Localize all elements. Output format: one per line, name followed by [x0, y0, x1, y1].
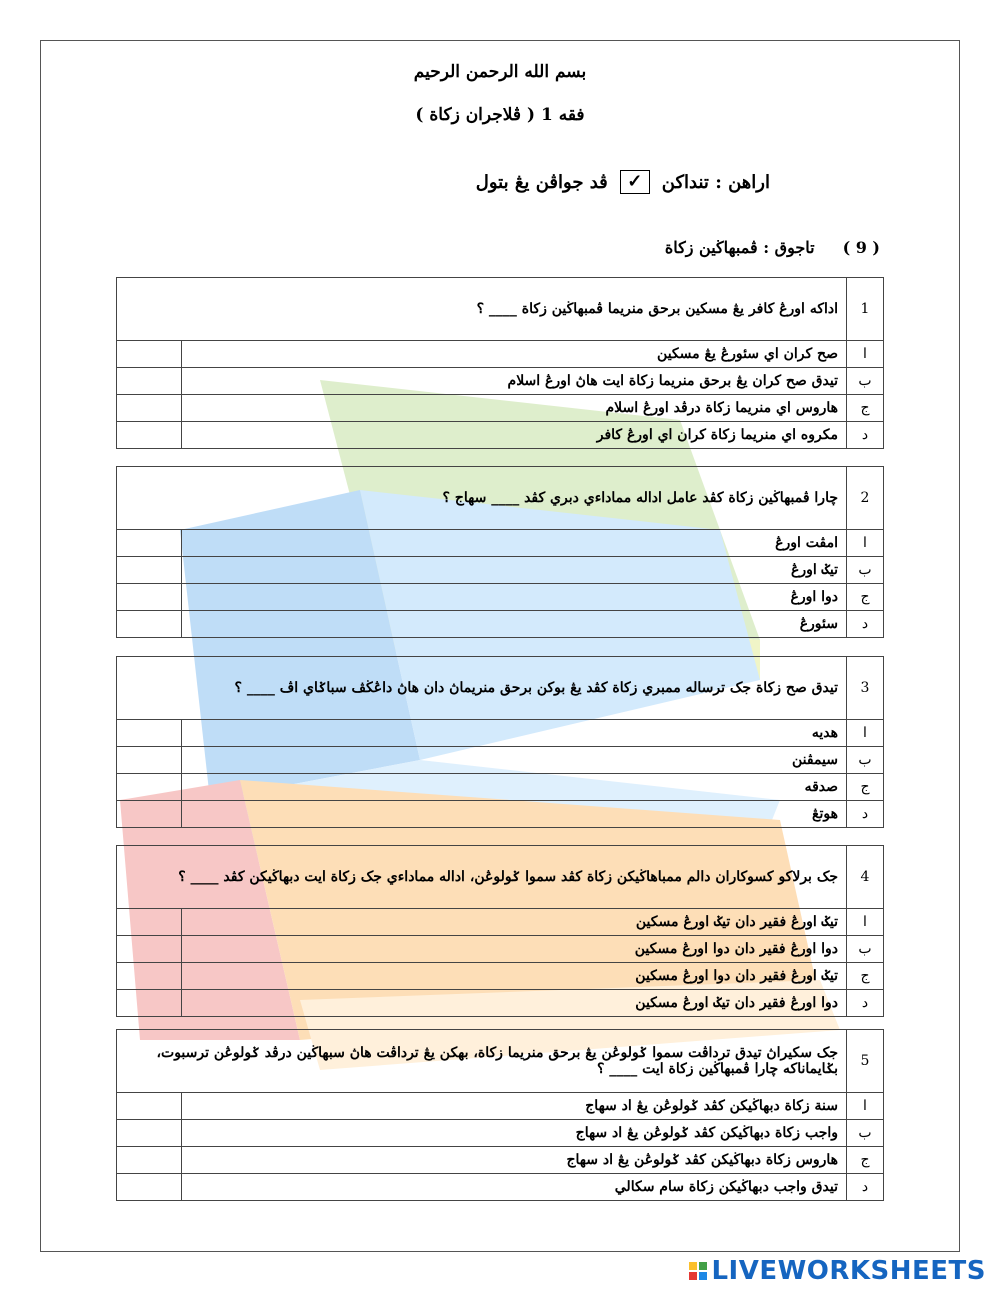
- option-text: واجب زكاة دبهاڬيكن كڤد ݢولوڠن يڠ اد سهاج: [182, 1120, 847, 1147]
- option-letter: ب: [847, 368, 884, 395]
- option-letter: ا: [847, 720, 884, 747]
- answer-cell[interactable]: [117, 341, 182, 368]
- option-text: دوا اورڠ: [182, 584, 847, 611]
- option-letter: ا: [847, 530, 884, 557]
- option-text: امڤت اورڠ: [182, 530, 847, 557]
- check-mark-icon: ✓: [620, 170, 650, 194]
- option-row[interactable]: [117, 936, 884, 963]
- question-number: 3: [847, 657, 884, 720]
- answer-cell[interactable]: [117, 530, 182, 557]
- answer-cell[interactable]: [117, 1093, 182, 1120]
- answer-cell[interactable]: [117, 1120, 182, 1147]
- answer-cell[interactable]: [117, 774, 182, 801]
- section-marks: ( 9 ): [842, 238, 880, 257]
- option-row[interactable]: [117, 963, 884, 990]
- option-letter: ب: [847, 557, 884, 584]
- option-text: هاروس زكاة دبهاڬيكن كڤد ݢولوڠن يڠ اد سهاج: [182, 1147, 847, 1174]
- option-letter: ج: [847, 774, 884, 801]
- answer-cell[interactable]: [117, 909, 182, 936]
- question-table-3: [116, 656, 884, 828]
- option-letter: ا: [847, 341, 884, 368]
- answer-cell[interactable]: [117, 963, 182, 990]
- option-text: سئورڠ: [182, 611, 847, 638]
- option-letter: ج: [847, 963, 884, 990]
- option-text: مكروه اي منريما زكاة كران اي اورڠ كافر: [182, 422, 847, 449]
- answer-cell[interactable]: [117, 368, 182, 395]
- question-table-2: [116, 466, 884, 638]
- logo-text: LIVEWORKSHEETS: [711, 1256, 986, 1286]
- option-row[interactable]: [117, 368, 884, 395]
- option-text: صدقه: [182, 774, 847, 801]
- liveworksheets-logo: [689, 1256, 986, 1286]
- answer-cell[interactable]: [117, 1174, 182, 1201]
- option-letter: ب: [847, 747, 884, 774]
- option-text: تيݢ اورڠ فقير دان تيݢ اورڠ مسكين: [182, 909, 847, 936]
- option-row[interactable]: [117, 990, 884, 1017]
- option-text: هاروس اي منريما زكاة درڤد اورڠ اسلام: [182, 395, 847, 422]
- option-row[interactable]: [117, 530, 884, 557]
- option-row[interactable]: [117, 611, 884, 638]
- question-number: 2: [847, 467, 884, 530]
- option-row[interactable]: [117, 1147, 884, 1174]
- option-letter: د: [847, 611, 884, 638]
- page-title: بسم الله الرحمن الرحيم: [413, 62, 587, 82]
- logo-blocks-icon: [689, 1262, 707, 1280]
- option-letter: ب: [847, 1120, 884, 1147]
- option-text: صح كران اي سئورڠ يڠ مسكين: [182, 341, 847, 368]
- option-text: دوا اورڠ فقير دان دوا اورڠ مسكين: [182, 936, 847, 963]
- answer-cell[interactable]: [117, 611, 182, 638]
- option-letter: ب: [847, 936, 884, 963]
- option-letter: ا: [847, 909, 884, 936]
- option-row[interactable]: [117, 557, 884, 584]
- answer-cell[interactable]: [117, 990, 182, 1017]
- question-stem: جک سكيراڽ تيدق ترداڤت سموا ݢولوڠن يڠ برحق منريما زكاة، بهکن يڠ ترداڤت هاڽ سبهاڬين درڤد ݢولوڠن ترسبوت، بݢايماناكه چارا ڤمبهاڬين زكاة ايت ____ ؟: [117, 1030, 847, 1093]
- option-text: تيدق صح كران يڠ برحق منريما زكاة ايت هاڽ اورڠ اسلام: [182, 368, 847, 395]
- answer-cell[interactable]: [117, 936, 182, 963]
- option-letter: ا: [847, 1093, 884, 1120]
- answer-cell[interactable]: [117, 422, 182, 449]
- option-row[interactable]: [117, 584, 884, 611]
- option-letter: ج: [847, 1147, 884, 1174]
- option-letter: د: [847, 801, 884, 828]
- option-row[interactable]: [117, 341, 884, 368]
- instruction-text: اراهن : تنداكن: [661, 171, 770, 193]
- answer-cell[interactable]: [117, 720, 182, 747]
- question-stem: تيدق صح زكاة جک ترساله ممبري زكاة كڤد يڠ بوكن برحق منريماڽ دان هاڽ داڠڬڤ سباݢاي اڤ ____ ؟: [117, 657, 847, 720]
- question-stem: جک برلاكو كسوكاران دالم ممباهاڬيكن زكاة كڤد سموا ݢولوڠن، اداله مماداءي جک زكاة ايت دبهاڬيكن كڤد ____ ؟: [117, 846, 847, 909]
- question-number: 5: [847, 1030, 884, 1093]
- option-text: تيدق واجب دبهاڬيكن زكاة سام سكالي: [182, 1174, 847, 1201]
- option-text: هديه: [182, 720, 847, 747]
- question-table-4: [116, 845, 884, 1017]
- question-stem: اداكه اورڠ كافر يڠ مسكين برحق منريما ڤمبهاڬين زكاة ____ ؟: [117, 278, 847, 341]
- option-text: هوتڠ: [182, 801, 847, 828]
- question-number: 1: [847, 278, 884, 341]
- answer-cell[interactable]: [117, 1147, 182, 1174]
- option-row[interactable]: [117, 1120, 884, 1147]
- instruction-suffix: ڤد جواڤن يڠ بتول: [475, 171, 608, 193]
- option-row[interactable]: [117, 747, 884, 774]
- option-letter: د: [847, 990, 884, 1017]
- option-text: سيمڤنن: [182, 747, 847, 774]
- section-title: تاجوق : ڤمبهاڬين زكاة: [664, 238, 815, 257]
- instruction-line: [300, 170, 770, 194]
- option-row[interactable]: [117, 720, 884, 747]
- option-row[interactable]: [117, 774, 884, 801]
- question-table-5: [116, 1029, 884, 1201]
- question-table-1: [116, 277, 884, 449]
- option-letter: ج: [847, 395, 884, 422]
- option-text: تيݢ اورڠ فقير دان دوا اورڠ مسكين: [182, 963, 847, 990]
- option-row[interactable]: [117, 1174, 884, 1201]
- answer-cell[interactable]: [117, 584, 182, 611]
- option-letter: ج: [847, 584, 884, 611]
- option-row[interactable]: [117, 422, 884, 449]
- answer-cell[interactable]: [117, 747, 182, 774]
- option-text: سنة زكاة دبهاڬيكن كڤد ݢولوڠن يڠ اد سهاج: [182, 1093, 847, 1120]
- option-row[interactable]: [117, 909, 884, 936]
- option-text: دوا اورڠ فقير دان تيݢ اورڠ مسكين: [182, 990, 847, 1017]
- answer-cell[interactable]: [117, 801, 182, 828]
- option-letter: د: [847, 1174, 884, 1201]
- option-row[interactable]: [117, 1093, 884, 1120]
- option-letter: د: [847, 422, 884, 449]
- section-heading: [560, 238, 880, 257]
- page-subtitle: فقه 1 ( ڤلاجران زكاة ): [415, 105, 585, 125]
- question-stem: چارا ڤمبهاڬين زكاة كڤد عامل اداله مماداءي دبري كڤد ____ سهاج ؟: [117, 467, 847, 530]
- option-text: تيݢ اورڠ: [182, 557, 847, 584]
- option-row[interactable]: [117, 801, 884, 828]
- answer-cell[interactable]: [117, 557, 182, 584]
- question-number: 4: [847, 846, 884, 909]
- option-row[interactable]: [117, 395, 884, 422]
- answer-cell[interactable]: [117, 395, 182, 422]
